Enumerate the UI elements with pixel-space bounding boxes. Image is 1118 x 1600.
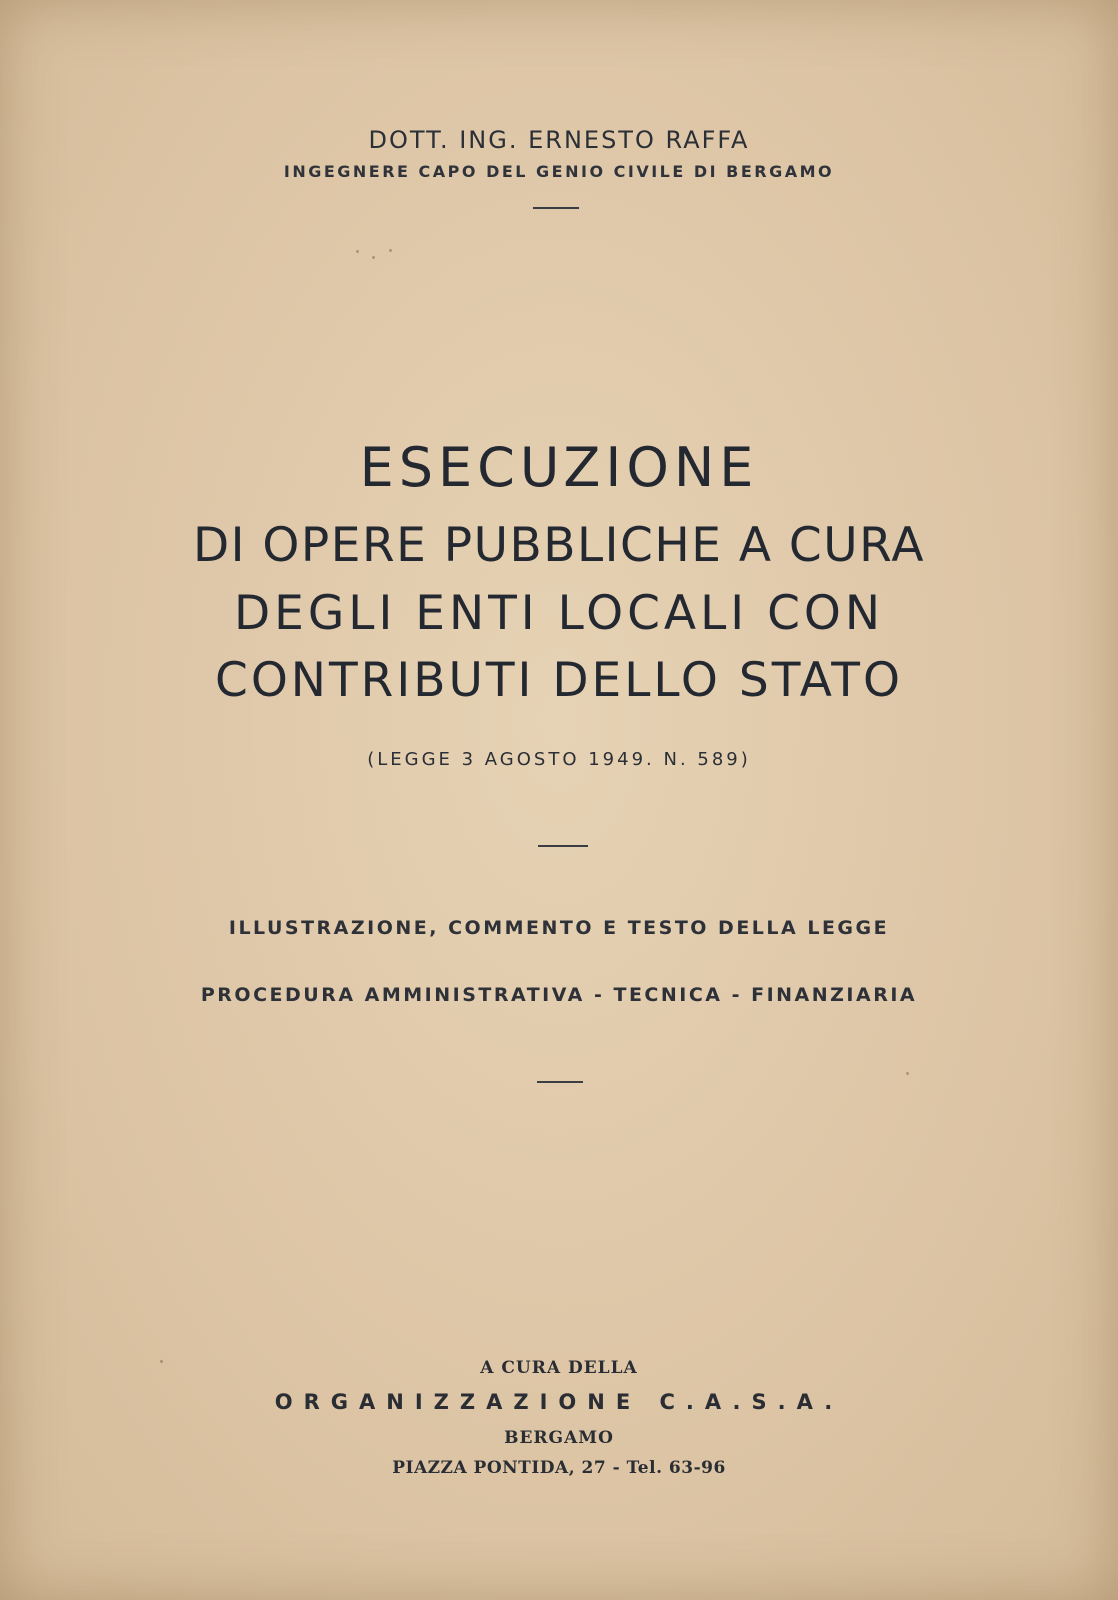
divider-rule <box>537 1081 583 1083</box>
law-reference: (LEGGE 3 AGOSTO 1949. N. 589) <box>367 749 751 770</box>
divider-rule <box>533 207 579 209</box>
title-line-3: DEGLI ENTI LOCALI CON <box>233 586 885 641</box>
title-line-2: DI OPERE PUBBLICHE A CURA <box>192 518 926 573</box>
title-line-4: CONTRIBUTI DELLO STATO <box>215 653 903 708</box>
subtitle-procedure: PROCEDURA AMMINISTRATIVA - TECNICA - FINANZIARIA <box>200 984 918 1006</box>
paper-speck <box>372 256 375 259</box>
publisher-organization: ORGANIZZAZIONE C.A.S.A. <box>274 1390 844 1414</box>
paper-speck <box>389 249 392 252</box>
paper-speck <box>906 1072 909 1075</box>
publisher-address: PIAZZA PONTIDA, 27 - Tel. 63-96 <box>392 1458 726 1478</box>
publisher-care-of: A CURA DELLA <box>480 1358 638 1378</box>
publisher-city: BERGAMO <box>504 1428 614 1448</box>
author-name: DOTT. ING. ERNESTO RAFFA <box>368 126 750 154</box>
divider-rule <box>538 845 588 847</box>
title-line-1: ESECUZIONE <box>359 436 759 499</box>
author-role: INGEGNERE CAPO DEL GENIO CIVILE DI BERGAMO <box>283 162 835 181</box>
subtitle-commentary: ILLUSTRAZIONE, COMMENTO E TESTO DELLA LEGGE <box>228 917 890 939</box>
paper-speck <box>356 250 359 253</box>
